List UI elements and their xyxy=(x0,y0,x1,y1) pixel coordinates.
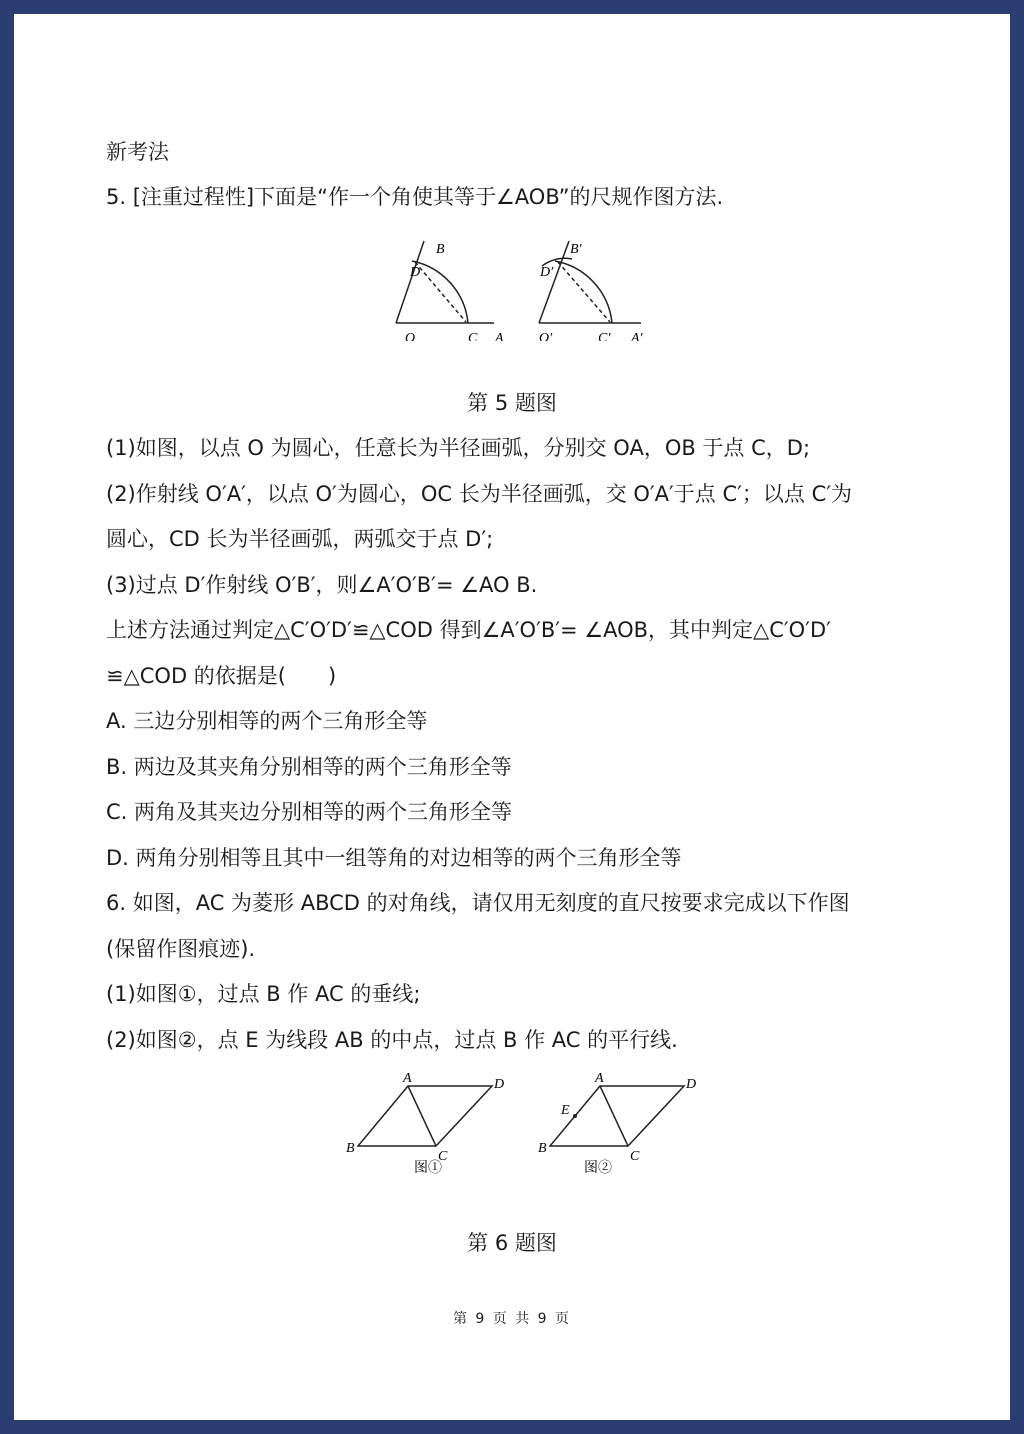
midpoint-e xyxy=(573,1114,577,1118)
option-b: B. 两边及其夹角分别相等的两个三角形全等 xyxy=(106,755,512,779)
fig1-label-d: D xyxy=(494,1077,505,1092)
q5-question-line1: 上述方法通过判定△C′O′D′≌△COD 得到∠A′O′B′= ∠AOB，其中判定△C′O′D′ xyxy=(106,618,831,642)
q5-stem: 5. [注重过程性]下面是“作一个角使其等于∠AOB”的尺规作图方法. xyxy=(106,185,724,209)
fig1-label-b: B xyxy=(346,1141,355,1156)
q6-figure xyxy=(342,1068,712,1178)
ray-o-prime-b-prime xyxy=(539,241,569,323)
q6-stem-line2: (保留作图痕迹). xyxy=(106,937,256,961)
fig1-label-a: A xyxy=(403,1071,412,1086)
ray-ob xyxy=(396,241,424,323)
rhombus-abcd-2 xyxy=(550,1086,684,1146)
label-o: O xyxy=(405,331,416,341)
section-title: 新考法 xyxy=(106,140,169,164)
label-a-prime: A′ xyxy=(631,331,643,341)
q5-step1: (1)如图，以点 O 为圆心，任意长为半径画弧，分别交 OA，OB 于点 C，D; xyxy=(106,436,811,460)
q6-stem-line1: 6. 如图，AC 为菱形 ABCD 的对角线，请仅用无刻度的直尺按要求完成以下作图 xyxy=(106,891,850,915)
fig2-label-e: E xyxy=(561,1103,570,1118)
fig1-caption: 图① xyxy=(414,1161,442,1176)
label-d: D xyxy=(410,265,421,280)
option-c: C. 两角及其夹边分别相等的两个三角形全等 xyxy=(106,800,513,824)
fig2-label-c: C xyxy=(630,1149,640,1164)
label-c: C xyxy=(468,331,478,341)
q5-question-line2: ≌△COD 的依据是( ) xyxy=(106,664,337,688)
arc-c-prime-d-prime xyxy=(555,261,612,323)
diagonal-ac-1 xyxy=(408,1086,436,1146)
q6-part2: (2)如图②，点 E 为线段 AB 的中点，过点 B 作 AC 的平行线. xyxy=(106,1028,678,1052)
label-d-prime: D′ xyxy=(540,265,554,280)
label-c-prime: C′ xyxy=(598,331,611,341)
dashed-dc xyxy=(415,262,466,322)
q6-figure-2 xyxy=(550,1086,684,1146)
label-b: B xyxy=(436,242,445,257)
fig2-caption: 图② xyxy=(584,1161,612,1176)
fig2-label-b: B xyxy=(538,1141,547,1156)
diagonal-ac-2 xyxy=(600,1086,628,1146)
q5-step3: (3)过点 D′作射线 O′B′，则∠A′O′B′= ∠AO B. xyxy=(106,573,538,597)
q5-figure-caption: 第 5 题图 xyxy=(467,391,557,415)
q5-step2-line1: (2)作射线 O′A′，以点 O′为圆心，OC 长为半径画弧，交 O′A′于点 C′；以点 C′为 xyxy=(106,482,853,506)
option-a: A. 三边分别相等的两个三角形全等 xyxy=(106,709,428,733)
document-page xyxy=(14,14,1010,1420)
q5-figure xyxy=(384,226,654,341)
label-a: A xyxy=(495,331,504,341)
option-d: D. 两角分别相等且其中一组等角的对边相等的两个三角形全等 xyxy=(106,846,682,870)
q6-part1: (1)如图①，过点 B 作 AC 的垂线; xyxy=(106,982,421,1006)
q6-figure-1 xyxy=(358,1086,492,1146)
dashed-d-prime-c-prime xyxy=(558,262,610,322)
rhombus-abcd-1 xyxy=(358,1086,492,1146)
label-b-prime: B′ xyxy=(570,242,582,257)
label-o-prime: O′ xyxy=(539,331,553,341)
fig2-label-a: A xyxy=(595,1071,604,1086)
q5-step2-line2: 圆心，CD 长为半径画弧，两弧交于点 D′; xyxy=(106,527,494,551)
q5-figure-left xyxy=(396,241,494,323)
q6-figure-caption: 第 6 题图 xyxy=(467,1231,557,1255)
page-footer: 第 9 页 共 9 页 xyxy=(452,1311,572,1327)
arc-cd xyxy=(412,261,468,323)
fig2-label-d: D xyxy=(686,1077,697,1092)
fig1-label-c: C xyxy=(438,1149,448,1164)
q5-figure-right xyxy=(539,241,641,323)
